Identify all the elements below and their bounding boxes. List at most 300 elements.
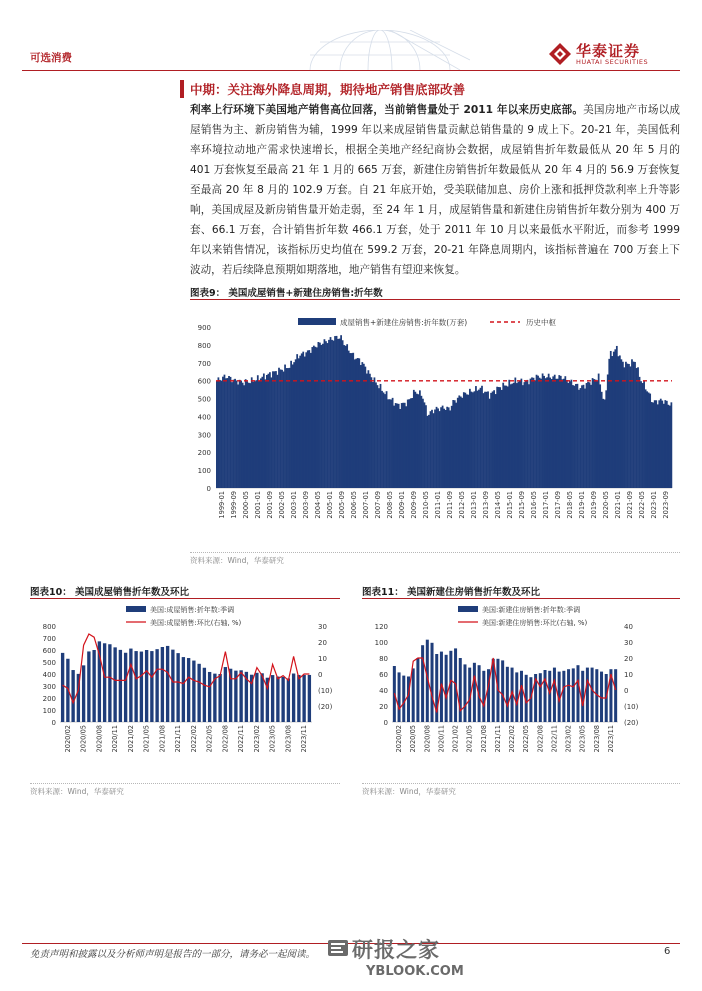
fig9-bar [510, 384, 512, 488]
fig9-bar [302, 352, 304, 488]
fig11-y-right-tick-label: 10 [624, 671, 633, 679]
fig9-bar [602, 399, 604, 488]
fig10-bar [302, 675, 305, 722]
fig10-bar [218, 674, 221, 722]
fig9-bar [360, 365, 362, 488]
fig9-bar [219, 380, 221, 488]
fig9-bar [646, 391, 648, 488]
fig9-bar [389, 399, 391, 488]
footer-disclaimer: 免责声明和披露以及分析师声明是报告的一部分，请务必一起阅读。 [30, 949, 316, 960]
fig9-bar [263, 373, 265, 488]
fig9-bar [245, 379, 247, 488]
fig10-bar [161, 647, 164, 722]
fig9-bar [346, 344, 348, 488]
fig9-bar [454, 400, 456, 488]
fig9-bar [472, 392, 474, 488]
fig11-x-tick-label: 2020/08 [423, 725, 432, 753]
fig9-bar [395, 403, 397, 488]
fig9-bar [569, 381, 571, 488]
fig9-bar [261, 377, 263, 488]
fig9-bar [240, 381, 242, 488]
fig9-bar [269, 372, 271, 488]
fig9-bar [380, 384, 382, 488]
fig9-bar [407, 400, 409, 488]
fig10-bar [292, 674, 295, 722]
fig9-bar [651, 402, 653, 488]
fig9-bar [327, 343, 329, 488]
fig9-y-tick-label: 800 [197, 341, 211, 350]
fig9-bar [589, 382, 591, 488]
fig10-x-tick-label: 2022/02 [189, 725, 198, 753]
fig9-bar [452, 400, 454, 488]
fig9-bar [511, 384, 513, 488]
fig9-bar [292, 364, 294, 488]
fig9-bar [596, 381, 598, 488]
fig9-bar [587, 382, 589, 488]
fig9-bar [534, 380, 536, 488]
fig11-y-right-tick-label: 40 [624, 623, 633, 631]
fig10-y-left-tick-label: 500 [42, 659, 56, 667]
fig9-bar [661, 401, 663, 488]
fig10-x-tick-label: 2022/08 [221, 725, 230, 753]
fig9-bar [492, 391, 494, 488]
fig9-bar [517, 382, 519, 488]
fig9-bar [484, 392, 486, 488]
fig11-y-left-tick-label: 60 [379, 671, 388, 679]
fig9-bar [246, 382, 248, 488]
fig9-bar [469, 389, 471, 488]
fig9-x-tick-label: 2023-09 [662, 491, 670, 519]
fig10-bar [271, 675, 274, 722]
fig9-bar [352, 353, 354, 488]
fig9-x-tick-label: 2001-01 [254, 491, 262, 519]
fig9-bar [574, 386, 576, 488]
section-title: 中期：关注海外降息周期，期待地产销售底部改善 [190, 82, 466, 97]
fig9-bar [351, 353, 353, 488]
watermark-icon [326, 936, 350, 960]
fig10-x-tick-label: 2023/05 [268, 725, 277, 753]
fig9-bar [581, 385, 583, 488]
brand-name-cn: 华泰证券 [576, 42, 641, 60]
fig11-y-left-tick-label: 120 [374, 623, 388, 631]
fig10-bar [239, 670, 242, 722]
fig9-bar [366, 374, 368, 488]
fig9-bar [277, 375, 279, 488]
fig9-bar [396, 404, 398, 488]
watermark-text-en: YBLOOK.COM [366, 964, 464, 979]
fig11-bar [402, 676, 405, 722]
fig9-bar [410, 398, 412, 488]
fig11-bar [482, 671, 485, 722]
fig10-bar [124, 653, 127, 722]
fig9-bar [318, 342, 320, 488]
fig9-bar [481, 386, 483, 488]
fig9-bar [251, 377, 253, 488]
fig9-x-tick-label: 2007-09 [374, 491, 382, 519]
fig9-bar [501, 390, 503, 488]
fig9-bar [636, 368, 638, 488]
fig9-x-tick-label: 2005-01 [326, 491, 334, 519]
fig9-bar [416, 394, 418, 488]
fig10-x-tick-label: 2021/05 [142, 725, 151, 753]
fig11-bar [586, 668, 589, 722]
fig9-bar [460, 397, 462, 488]
fig9-bar [377, 385, 379, 488]
fig9-bar [311, 347, 313, 488]
fig10-bar [71, 670, 74, 722]
fig11-x-tick-label: 2022/11 [550, 725, 559, 753]
fig9-x-tick-label: 2005-09 [338, 491, 346, 519]
fig9-y-tick-label: 900 [197, 324, 211, 332]
fig9-bar [536, 375, 538, 488]
fig9-bar [654, 400, 656, 488]
fig10-source-rule [30, 783, 340, 784]
fig9-bar [336, 336, 338, 488]
fig9-x-tick-label: 2003-01 [290, 491, 298, 519]
fig9-bar [381, 391, 383, 488]
fig9-bar [281, 370, 283, 488]
fig9-bar [471, 392, 473, 488]
fig9-bar [307, 350, 309, 488]
fig9-bar [280, 369, 282, 488]
fig9-bar [224, 375, 226, 488]
fig9-bar [364, 367, 366, 488]
fig9-y-tick-label: 600 [197, 377, 211, 386]
fig9-bar [384, 394, 386, 488]
fig9-bar [508, 380, 510, 488]
fig9-x-tick-label: 2013-09 [482, 491, 490, 519]
fig10-y-right-tick-label: (10) [318, 687, 333, 695]
fig9-bar [222, 377, 224, 488]
fig9-bar [667, 405, 669, 488]
fig10-bar [134, 651, 137, 722]
fig9-bar [284, 365, 286, 488]
fig11-y-right-tick-label: (20) [624, 719, 639, 727]
fig11-bar [591, 668, 594, 722]
fig11-x-tick-label: 2021/02 [451, 725, 460, 753]
fig10-legend-label-bars: 美国:成屋销售:折年数:季调 [150, 606, 235, 614]
fig9-x-tick-label: 2014-05 [494, 491, 502, 519]
fig9-bar [358, 358, 360, 488]
fig10-bar [119, 650, 122, 722]
fig10-y-left-tick-label: 0 [51, 719, 56, 727]
fig10-bar [297, 675, 300, 722]
fig9-bar [268, 374, 270, 488]
fig10-x-tick-label: 2021/08 [158, 725, 167, 753]
fig9-x-tick-label: 2012-05 [458, 491, 466, 519]
fig9-bar [566, 380, 568, 488]
fig9-bar [387, 399, 389, 488]
fig10-bar [108, 644, 111, 722]
fig9-bar [239, 380, 241, 488]
fig9-bar [254, 381, 256, 488]
fig9-x-tick-label: 2002-05 [278, 491, 286, 519]
fig10-y-right-tick-label: 30 [318, 623, 327, 631]
fig9-bar [478, 390, 480, 488]
fig9-bar [458, 395, 460, 488]
fig9-bar [345, 346, 347, 488]
fig9-bar [546, 377, 548, 488]
fig11-bar [506, 667, 509, 722]
fig9-bar [608, 359, 610, 488]
fig9-bar [575, 384, 577, 488]
fig9-bar [555, 379, 557, 488]
fig9-bar [231, 382, 233, 488]
fig9-bar [483, 393, 485, 488]
fig9-bar [308, 350, 310, 488]
fig9-bar [525, 381, 527, 488]
fig9-bar [301, 353, 303, 488]
fig11-bar [445, 655, 448, 722]
fig10-bar [82, 665, 85, 722]
fig9-bar [408, 399, 410, 488]
fig9-x-tick-label: 2011-01 [434, 491, 442, 519]
fig9-bar [558, 375, 560, 488]
fig9-bar [349, 353, 351, 488]
fig9-bar [325, 341, 327, 488]
fig10-bar [192, 661, 195, 722]
fig9-bar [425, 405, 427, 488]
fig10-bar [155, 649, 158, 722]
fig9-bar [663, 404, 665, 488]
fig9-bar [333, 341, 335, 488]
fig9-bar [466, 394, 468, 488]
section-paragraph [190, 100, 680, 280]
fig9-bar [560, 376, 562, 488]
fig9-bar [354, 359, 356, 488]
fig9-bar [422, 399, 424, 488]
fig9-bar [367, 370, 369, 488]
fig9-bar [522, 385, 524, 488]
fig11-bar [553, 668, 556, 722]
fig10-bar [224, 667, 227, 722]
fig11-bar [567, 669, 570, 722]
fig11-x-tick-label: 2021/05 [465, 725, 474, 753]
fig9-x-tick-label: 2015-09 [518, 491, 526, 519]
fig9-bar [275, 371, 277, 488]
fig9-bar [348, 351, 350, 488]
fig11-y-left-tick-label: 20 [379, 703, 388, 711]
fig10-bar [171, 650, 174, 722]
fig10-bar [197, 664, 200, 722]
fig9-bar [417, 394, 419, 488]
fig9-bar [393, 406, 395, 488]
fig9-bar [442, 406, 444, 488]
fig9-x-tick-label: 1999-01 [218, 491, 226, 519]
fig9-bar [495, 394, 497, 488]
fig9-bar [521, 379, 523, 488]
fig9-bar [660, 399, 662, 488]
fig9-bar [557, 379, 559, 488]
fig9-bar [505, 386, 507, 488]
fig9-bar [257, 375, 259, 488]
fig9-bar [595, 380, 597, 488]
fig9-bar [390, 400, 392, 488]
fig9-bar [237, 384, 239, 488]
fig11-bar [473, 663, 476, 722]
fig9-bar [304, 357, 306, 488]
fig9-bar [516, 383, 518, 488]
fig11-x-tick-label: 2022/08 [536, 725, 545, 753]
fig9-bar [402, 403, 404, 488]
fig9-bar [572, 385, 574, 488]
fig9-source: 资料来源：Wind，华泰研究 [190, 556, 284, 565]
fig9-bar [305, 352, 307, 488]
fig9-title: 图表9： 美国成屋销售+新建住房销售:折年数 [190, 288, 383, 299]
fig10-x-tick-label: 2022/05 [205, 725, 214, 753]
fig11-bar [614, 669, 617, 722]
fig9-bar [234, 379, 236, 488]
fig9-bar [624, 367, 626, 488]
fig11-y-right-tick-label: 30 [624, 639, 633, 647]
fig9-bar [545, 378, 547, 488]
fig10-y-left-tick-label: 700 [42, 635, 56, 643]
fig9-bar [486, 392, 488, 488]
fig9-bar [496, 387, 498, 488]
fig9-bar [666, 401, 668, 488]
fig11-y-right-tick-label: (10) [624, 703, 639, 711]
fig9-bar [477, 391, 479, 488]
fig9-bar [539, 378, 541, 488]
fig9-bar [620, 359, 622, 488]
fig9-bar [266, 375, 268, 488]
fig9-bar [467, 395, 469, 488]
fig9-bar [457, 398, 459, 488]
fig9-bar [528, 384, 530, 488]
fig11-y-right-tick-label: 0 [624, 687, 629, 695]
fig9-y-tick-label: 300 [197, 431, 211, 440]
fig11-y-left-tick-label: 0 [383, 719, 388, 727]
fig9-x-tick-label: 1999-09 [230, 491, 238, 519]
fig9-bar [533, 378, 535, 488]
fig9-bar [428, 415, 430, 488]
fig9-bar [322, 344, 324, 488]
fig9-bar [378, 388, 380, 488]
fig11-source: 资料来源：Wind，华泰研究 [362, 787, 456, 796]
fig9-bar [543, 376, 545, 488]
fig9-bar [474, 391, 476, 488]
fig9-bar [260, 378, 262, 488]
fig11-x-tick-label: 2020/05 [409, 725, 418, 753]
fig9-bar [230, 377, 232, 488]
fig10-source: 资料来源：Wind，华泰研究 [30, 787, 124, 796]
fig9-bar [443, 409, 445, 488]
fig9-x-tick-label: 2009-09 [410, 491, 418, 519]
fig9-source-rule [190, 552, 680, 553]
fig9-bar [561, 379, 563, 488]
fig10-legend-label-line: 美国:成屋销售:环比(右轴, %) [150, 619, 242, 627]
fig9-bar [628, 364, 630, 488]
paragraph-lead: 利率上行环境下美国地产销售高位回落，当前销售量处于 2011 年以来历史底部。 [190, 104, 584, 116]
fig9-x-tick-label: 2021-01 [614, 491, 622, 519]
fig9-bar [563, 379, 565, 488]
fig9-bar [328, 340, 330, 488]
fig9-y-tick-label: 400 [197, 413, 211, 422]
fig11-bar [398, 672, 401, 722]
fig9-bar [227, 378, 229, 488]
fig11-bar [421, 645, 424, 722]
fig9-bar [404, 403, 406, 488]
fig9-bar [314, 347, 316, 488]
fig9-bar [421, 396, 423, 488]
fig9-bar [619, 355, 621, 488]
fig11-x-tick-label: 2023/05 [578, 725, 587, 753]
fig9-bar [398, 404, 400, 488]
fig9-x-tick-label: 2003-09 [302, 491, 310, 519]
fig10-x-tick-label: 2023/11 [300, 725, 309, 753]
fig9-bar [552, 376, 554, 488]
fig9-bar [451, 406, 453, 488]
fig9-bar [286, 368, 288, 488]
fig9-bar [640, 381, 642, 488]
fig9-bar [531, 377, 533, 488]
fig10-bar [129, 649, 132, 722]
fig9-bar [513, 383, 515, 488]
fig10-bar [276, 677, 279, 722]
fig9-bar [319, 343, 321, 488]
fig9-bar [507, 386, 509, 488]
fig9-bar [577, 384, 579, 488]
fig9-x-tick-label: 2023-01 [650, 491, 658, 519]
fig9-x-tick-label: 2017-01 [542, 491, 550, 519]
fig9-legend-label-bars: 成屋销售+新建住房销售:折年数(万套) [340, 318, 468, 327]
fig9-bar [527, 380, 529, 488]
fig9-bar [221, 381, 223, 488]
fig10-y-right-tick-label: 0 [318, 671, 323, 679]
fig11-bar [520, 671, 523, 722]
fig9-bar [655, 400, 657, 488]
fig10-x-tick-label: 2021/11 [174, 725, 183, 753]
fig11-legend-label-bars: 美国:新建住房销售:折年数:季调 [482, 606, 581, 614]
fig9-bar [570, 380, 572, 488]
fig11-x-tick-label: 2021/11 [493, 725, 502, 753]
fig9-bar [331, 340, 333, 488]
fig9-bar [634, 362, 636, 488]
fig9-bar [330, 337, 332, 488]
fig9-x-tick-label: 2017-09 [554, 491, 562, 519]
fig9-bar [271, 377, 273, 488]
fig9-y-tick-label: 500 [197, 395, 211, 404]
fig9-bar [631, 359, 633, 488]
fig9-bar [616, 346, 618, 488]
fig11-bar [572, 668, 575, 722]
page-number: 6 [664, 946, 671, 957]
fig9-bar [567, 383, 569, 488]
fig9-bar [630, 366, 632, 488]
fig9-x-tick-label: 2006-05 [350, 491, 358, 519]
fig11-legend-label-line: 美国:新建住房销售:环比(右轴, %) [482, 619, 588, 627]
fig9-x-tick-label: 2020-05 [602, 491, 610, 519]
watermark-text-cn: 研报之家 [352, 938, 440, 962]
fig9-bar [233, 380, 235, 488]
huatai-logo [548, 40, 680, 68]
fig9-bar [278, 368, 280, 488]
fig9-bar [657, 404, 659, 488]
fig9-x-tick-label: 2016-05 [530, 491, 538, 519]
fig9-bar [499, 387, 501, 488]
fig9-bar [664, 400, 666, 488]
fig10-bar [92, 650, 95, 722]
fig9-bar [604, 399, 606, 488]
fig10-bar [166, 646, 169, 722]
fig11-bar [431, 643, 434, 722]
fig11-source-rule [362, 783, 680, 784]
fig9-bar [361, 362, 363, 488]
fig10-bar [260, 673, 263, 722]
fig9-bar [405, 406, 407, 488]
fig10-x-tick-label: 2023/08 [284, 725, 293, 753]
fig10-y-left-tick-label: 100 [42, 707, 56, 715]
